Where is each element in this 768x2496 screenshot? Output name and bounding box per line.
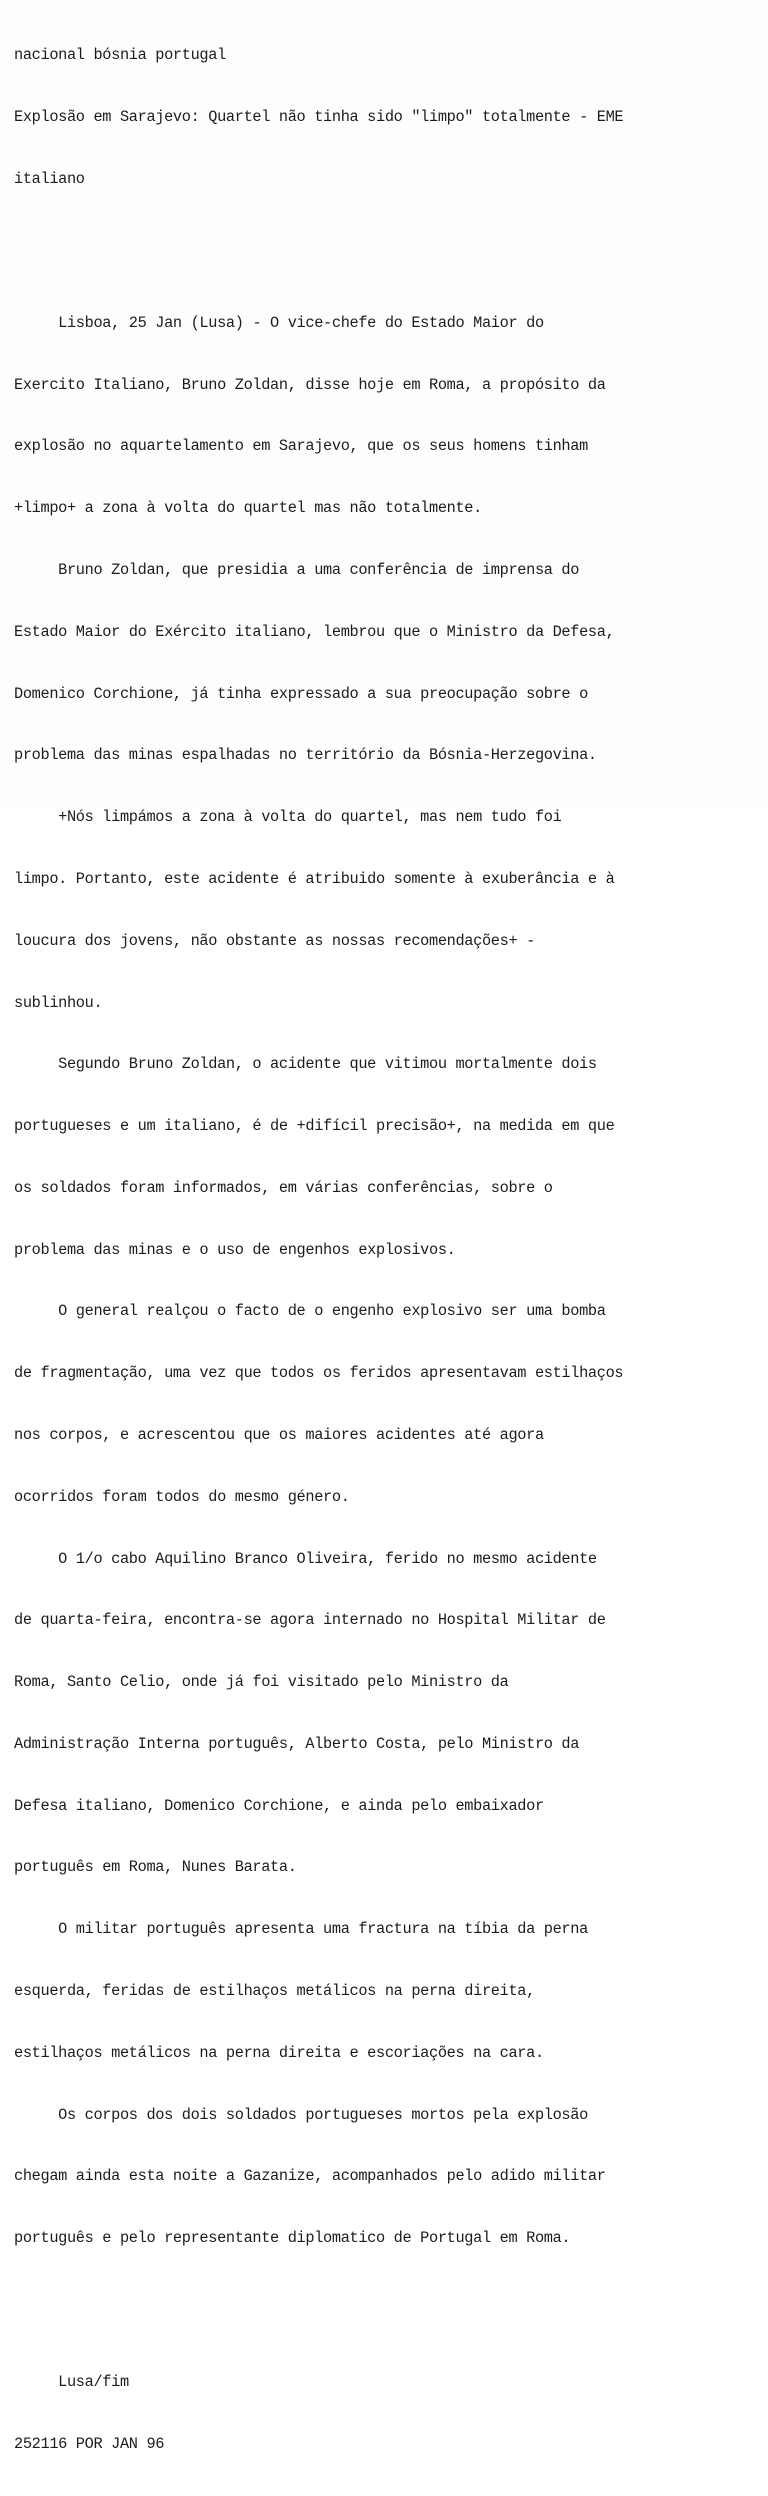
body-line: chegam ainda esta noite a Gazanize, acompanhados pelo adido militar [14,2167,606,2186]
body-line: limpo. Portanto, este acidente é atribuido somente à exuberância e à [14,869,615,888]
body-line: Estado Maior do Exército italiano, lembrou que o Ministro da Defesa, [14,622,615,641]
body-line: Defesa italiano, Domenico Corchione, e ainda pelo embaixador [14,1796,544,1815]
body-line: +limpo+ a zona à volta do quartel mas não totalmente. [14,499,482,518]
body-line: Domenico Corchione, já tinha expressado a sua preocupação sobre o [14,684,588,703]
body-line: Exercito Italiano, Bruno Zoldan, disse hoje em Roma, a propósito da [14,375,606,394]
body-line: Administração Interna português, Alberto Costa, pelo Ministro da [14,1734,580,1753]
body-line: de quarta-feira, encontra-se agora internado no Hospital Militar de [14,1611,606,1630]
body-line: Roma, Santo Celio, onde já foi visitado pelo Ministro da [14,1673,509,1692]
body-line: português e pelo representante diplomatico de Portugal em Roma. [14,2229,571,2248]
headline-line-2: italiano [14,169,85,188]
blank-line [14,2311,764,2332]
body-line: O militar português apresenta uma fractura na tíbia da perna [14,1920,588,1939]
body-line: explosão no aquartelamento em Sarajevo, que os seus homens tinham [14,437,588,456]
body-line: Os corpos dos dois soldados portugueses mortos pela explosão [14,2105,588,2124]
body-line: sublinhou. [14,993,103,1012]
body-line: O general realçou o facto de o engenho explosivo ser uma bomba [14,1302,606,1321]
body-line: ocorridos foram todos do mesmo género. [14,1487,350,1506]
body-line: portugueses e um italiano, é de +difícil precisão+, na medida em que [14,1117,615,1136]
body-line: português em Roma, Nunes Barata. [14,1858,297,1877]
body-line: +Nós limpámos a zona à volta do quartel, mas nem tudo foi [14,808,562,827]
blank-line [14,231,764,252]
body-line: esquerda, feridas de estilhaços metálicos na perna direita, [14,1982,535,2000]
signoff-line: Lusa/fim [14,2373,129,2392]
body-line: estilhaços metálicos na perna direita e escoriações na cara. [14,2043,544,2062]
body-line: nos corpos, e acrescentou que os maiores acidentes até agora [14,1425,544,1444]
body-line: problema das minas espalhadas no território da Bósnia-Herzegovina. [14,746,597,765]
body-line: loucura dos jovens, não obstante as nossas recomendações+ - [14,931,535,950]
body-line: Lisboa, 25 Jan (Lusa) - O vice-chefe do Estado Maior do [14,313,544,332]
body-line: Bruno Zoldan, que presidia a uma conferência de imprensa do [14,561,580,580]
tags-line: nacional bósnia portugal [14,46,226,65]
body-line: os soldados foram informados, em várias conferências, sobre o [14,1178,553,1197]
headline-line-1: Explosão em Sarajevo: Quartel não tinha sido "limpo" totalmente - EME [14,107,624,126]
body-line: problema das minas e o uso de engenhos explosivos. [14,1240,456,1259]
document-text [14,4,764,2496]
body-line: Segundo Bruno Zoldan, o acidente que vitimou mortalmente dois [14,1055,597,1074]
body-line: de fragmentação, uma vez que todos os feridos apresentavam estilhaços [14,1364,624,1383]
body-line: O 1/o cabo Aquilino Branco Oliveira, ferido no mesmo acidente [14,1549,597,1568]
dateline: 252116 POR JAN 96 [14,2435,165,2454]
